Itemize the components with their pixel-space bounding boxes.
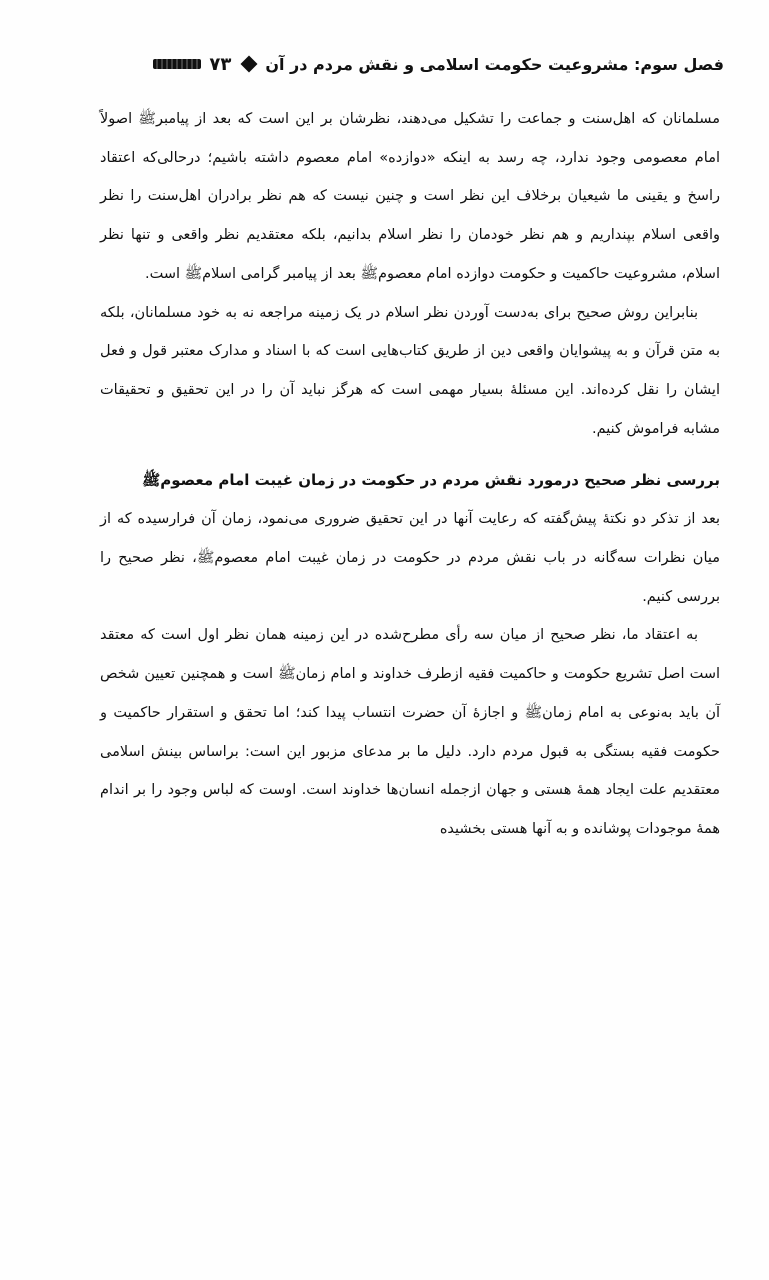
chapter-title: فصل سوم: مشروعیت حکومت اسلامی و نقش مردم در آن xyxy=(265,54,724,74)
paragraph: مسلمانان که اهل‌سنت و جماعت را تشکیل می‌دهند، نظرشان بر این است که بعد از پیامبرﷺ اصولاً امام معصومی وجود ندارد، چه رسد به اینکه «دوازده» امام معصوم داشته باشیم؛ درحالی‌که اعتقاد راسخ و یقینی ما شیعیان برخلاف این نظر است و چنین نیست که هم نظر برادران اهل‌سنت را نظر واقعی اسلام بپنداریم و هم نظر خودمان را نظر اسلام بدانیم، بلکه معتقدیم نظر واقعی و تنها نظر اسلام، مشروعیت حاکمیت و حکومت دوازده امام معصوم‌ﷺ بعد از پیامبر گرامی اسلامﷺ است. xyxy=(100,111,720,282)
running-header xyxy=(58,48,724,80)
diamond-ornament-icon xyxy=(241,56,258,73)
paragraph: بنابراین روش صحیح برای به‌دست آوردن نظر اسلام در یک زمینه مراجعه نه به خود مسلمانان، بلکه به متن قرآن و به پیشوایان واقعی دین از طریق کتاب‌هایی است که با اسناد و مدارک معتبر قول و فعل ایشان را نقل کرده‌اند. این مسئلهٔ بسیار مهمی است که هرگز نباید آن را در این تحقیق و تحقیقات مشابه فراموش کنیم. xyxy=(100,304,720,437)
section-spacer xyxy=(100,448,720,460)
page-number: ۷۳ xyxy=(209,53,232,75)
paragraph: به اعتقاد ما، نظر صحیح از میان سه رأی مطرح‌شده در این زمینه همان نظر اول است که معتقد است اصل تشریع حکومت و حاکمیت فقیه ازطرف خداوند و امام زمانﷺ است و همچنین تعیین شخص آن باید به‌نوعی به امام زمانﷺ و اجازهٔ آن حضرت انتساب پیدا کند؛ اما تحقق و استقرار حاکمیت و حکومت فقیه بستگی به قبول مردم دارد. دلیل ما بر مدعای مزبور این است: براساس بینش اسلامی معتقدیم علت ایجاد همهٔ هستی و جهان ازجمله انسان‌ها خداوند است. اوست که لباس وجود را بر اندام همهٔ موجودات پوشانده و به آنها هستی بخشیده xyxy=(100,627,720,837)
page-body xyxy=(100,100,720,849)
header-ornament-icon xyxy=(153,59,201,69)
paragraph: بعد از تذکر دو نکتهٔ پیش‌گفته که رعایت آنها در این تحقیق ضروری می‌نمود، زمان آن فرارسیده که از میان نظرات سه‌گانه در باب نقش مردم در حکومت در زمان غیبت امام معصومﷺ، نظر صحیح را بررسی کنیم. xyxy=(100,511,720,605)
section-heading: بررسی نظر صحیح درمورد نقش مردم در حکومت در زمان غیبت امام معصومﷺ xyxy=(142,471,720,490)
